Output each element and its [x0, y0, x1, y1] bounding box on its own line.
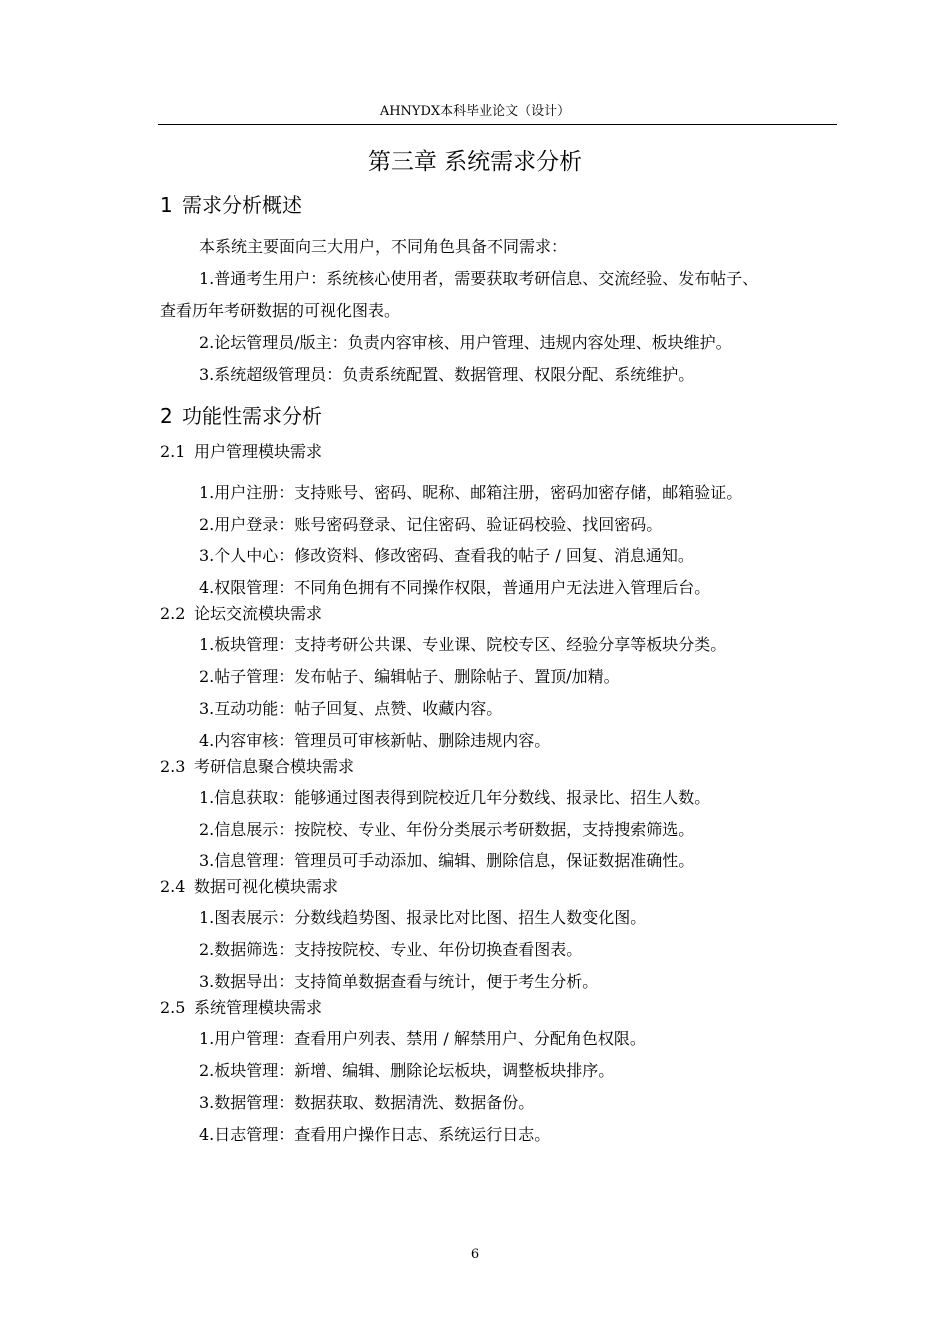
- subsection-heading: [160, 441, 322, 463]
- section-number: 2: [160, 404, 173, 428]
- paragraph-continuation: 查看历年考研数据的可视化图表。: [160, 301, 401, 320]
- paragraph: 1.普通考生用户：系统核心使用者，需要获取考研信息、交流经验、发布帖子、: [199, 269, 759, 288]
- list-item: 2.信息展示：按院校、专业、年份分类展示考研数据，支持搜索筛选。: [199, 820, 695, 839]
- list-item: 2.数据筛选：支持按院校、专业、年份切换查看图表。: [199, 940, 583, 959]
- subsection-heading: [160, 603, 322, 625]
- list-item: 1.信息获取：能够通过图表得到院校近几年分数线、报录比、招生人数。: [199, 788, 711, 807]
- list-item: 1.用户注册：支持账号、密码、昵称、邮箱注册，密码加密存储，邮箱验证。: [199, 483, 743, 502]
- list-item: 3.数据导出：支持简单数据查看与统计，便于考生分析。: [199, 972, 599, 991]
- subsection-title: 数据可视化模块需求: [194, 877, 339, 896]
- subsection-title: 考研信息聚合模块需求: [194, 757, 355, 776]
- section-number: 1: [160, 193, 173, 217]
- subsection-number: 2.1: [160, 442, 186, 461]
- list-item: 3.互动功能：帖子回复、点赞、收藏内容。: [199, 699, 503, 718]
- running-header: AHNYDX本科毕业论文（设计）: [379, 104, 571, 119]
- page-number: 6: [470, 1247, 480, 1262]
- list-item: 2.板块管理：新增、编辑、删除论坛板块，调整板块排序。: [199, 1061, 615, 1080]
- subsection-number: 2.2: [160, 604, 186, 623]
- subsection-heading: [160, 876, 338, 898]
- subsection-number: 2.3: [160, 757, 186, 776]
- section-title: 需求分析概述: [182, 193, 302, 217]
- paragraph: 本系统主要面向三大用户，不同角色具备不同需求：: [199, 237, 568, 256]
- subsection-number: 2.4: [160, 877, 186, 896]
- section-heading: [160, 402, 322, 430]
- subsection-title: 论坛交流模块需求: [194, 604, 323, 623]
- subsection-title: 系统管理模块需求: [194, 998, 323, 1017]
- list-item: 4.权限管理：不同角色拥有不同操作权限，普通用户无法进入管理后台。: [199, 578, 711, 597]
- list-item: 2.用户登录：账号密码登录、记住密码、验证码校验、找回密码。: [199, 515, 663, 534]
- list-item: 1.用户管理：查看用户列表、禁用 / 解禁用户、分配角色权限。: [199, 1029, 646, 1048]
- list-item: 3.个人中心：修改资料、修改密码、查看我的帖子 / 回复、消息通知。: [199, 546, 694, 565]
- chapter-title: 第三章 系统需求分析: [367, 149, 583, 175]
- subsection-heading: [160, 756, 354, 778]
- list-item: 3.数据管理：数据获取、数据清洗、数据备份。: [199, 1093, 535, 1112]
- subsection-heading: [160, 997, 322, 1019]
- list-item: 1.板块管理：支持考研公共课、专业课、院校专区、经验分享等板块分类。: [199, 635, 727, 654]
- header-rule: [158, 124, 837, 125]
- subsection-number: 2.5: [160, 998, 186, 1017]
- list-item: 4.内容审核：管理员可审核新帖、删除违规内容。: [199, 731, 551, 750]
- list-item: 4.日志管理：查看用户操作日志、系统运行日志。: [199, 1125, 551, 1144]
- paragraph: 3.系统超级管理员：负责系统配置、数据管理、权限分配、系统维护。: [199, 365, 695, 384]
- list-item: 2.帖子管理：发布帖子、编辑帖子、删除帖子、置顶/加精。: [199, 667, 620, 686]
- subsection-title: 用户管理模块需求: [194, 442, 323, 461]
- section-heading: [160, 191, 302, 219]
- section-title: 功能性需求分析: [182, 404, 322, 428]
- list-item: 3.信息管理：管理员可手动添加、编辑、删除信息，保证数据准确性。: [199, 851, 695, 870]
- paragraph: 2.论坛管理员/版主：负责内容审核、用户管理、违规内容处理、板块维护。: [199, 333, 732, 352]
- list-item: 1.图表展示：分数线趋势图、报录比对比图、招生人数变化图。: [199, 908, 647, 927]
